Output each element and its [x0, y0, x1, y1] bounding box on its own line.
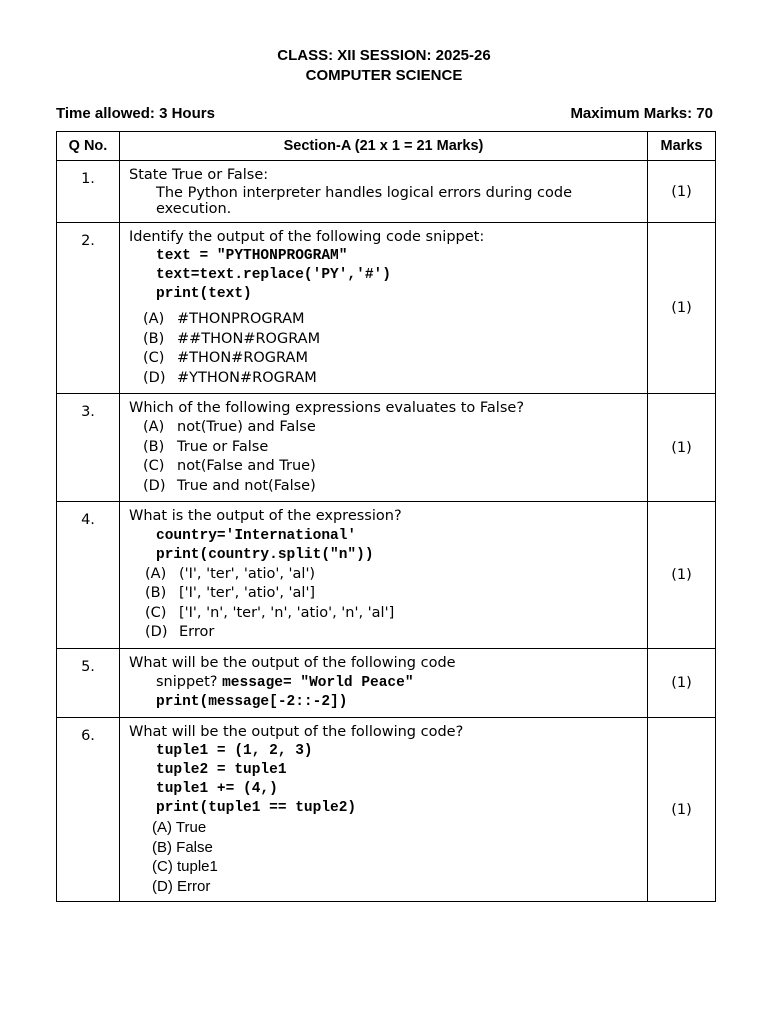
question-row	[57, 394, 716, 502]
question-row	[57, 648, 716, 717]
question-prompt: What is the output of the expression?	[129, 508, 402, 525]
option-item: (D) Error	[152, 877, 211, 895]
option-item: (B) True or False	[143, 438, 269, 455]
question-body	[120, 502, 648, 648]
option-item: (C) not(False and True)	[143, 458, 316, 475]
exam-header-class: CLASS: XII SESSION: 2025-26	[277, 47, 491, 64]
option-item: (B) False	[152, 838, 213, 856]
question-prompt: What will be the output of the following code?	[129, 724, 464, 741]
exam-header-subject: COMPUTER SCIENCE	[305, 67, 463, 84]
question-marks: (1)	[648, 223, 716, 394]
code-line: country='International'	[156, 527, 357, 544]
option-item: (A) #THONPROGRAM	[143, 311, 305, 328]
option-item: (B) ##THON#ROGRAM	[143, 330, 321, 347]
option-item: (C) ['I', 'n', 'ter', 'n', 'atio', 'n', 'al']	[145, 604, 395, 621]
code-line: print(tuple1 == tuple2)	[156, 800, 357, 817]
option-item: (D) True and not(False)	[143, 477, 316, 494]
question-row	[57, 223, 716, 394]
question-table	[56, 131, 716, 902]
question-marks: (1)	[648, 718, 716, 902]
question-prompt: Identify the output of the following code snippet:	[129, 229, 485, 245]
option-item: (D) #YTHON#ROGRAM	[143, 369, 317, 386]
column-header-qno: Q No.	[57, 132, 120, 161]
question-row	[57, 502, 716, 648]
code-line: print(text)	[156, 286, 252, 303]
maximum-marks: Maximum Marks: 70	[570, 105, 713, 122]
question-prompt: State True or False:	[129, 167, 269, 183]
option-item: (A) not(True) and False	[143, 419, 316, 436]
question-marks: (1)	[648, 394, 716, 502]
question-prompt-continued: snippet? message= "World Peace"	[156, 673, 414, 691]
question-prompt: What will be the output of the following code	[129, 654, 456, 671]
code-line: tuple2 = tuple1	[156, 762, 287, 779]
question-number: 3.	[57, 394, 120, 502]
question-body	[120, 718, 648, 902]
table-header-row	[57, 132, 716, 161]
option-item: (D) Error	[145, 624, 215, 641]
question-body	[120, 648, 648, 717]
code-line: tuple1 += (4,)	[156, 781, 278, 798]
question-marks: (1)	[648, 161, 716, 223]
code-line: print(country.split("n"))	[156, 546, 374, 563]
question-body	[120, 223, 648, 394]
option-item: (C) #THON#ROGRAM	[143, 350, 308, 367]
code-line: text=text.replace('PY','#')	[156, 267, 391, 284]
question-number: 2.	[57, 223, 120, 394]
option-item: (C) tuple1	[152, 858, 218, 876]
option-item: (A) True	[152, 819, 207, 837]
question-prompt: Which of the following expressions evaluates to False?	[129, 400, 525, 417]
question-body	[120, 394, 648, 502]
question-row	[57, 718, 716, 902]
question-number: 4.	[57, 502, 120, 648]
question-body	[120, 161, 648, 223]
column-header-section: Section-A (21 x 1 = 21 Marks)	[120, 132, 648, 161]
option-item: (B) ['I', 'ter', 'atio', 'al']	[145, 585, 316, 602]
column-header-marks: Marks	[648, 132, 716, 161]
question-marks: (1)	[648, 648, 716, 717]
code-line: text = "PYTHONPROGRAM"	[156, 248, 348, 265]
code-line: tuple1 = (1, 2, 3)	[156, 743, 313, 760]
question-number: 6.	[57, 718, 120, 902]
inline-code: message= "World Peace"	[222, 674, 414, 691]
code-line: print(message[-2::-2])	[156, 694, 348, 711]
question-marks: (1)	[648, 502, 716, 648]
question-number: 1.	[57, 161, 120, 223]
time-allowed: Time allowed: 3 Hours	[56, 105, 215, 122]
option-item: (A) ('I', 'ter', 'atio', 'al')	[145, 565, 316, 582]
question-detail: The Python interpreter handles logical errors during code execution.	[156, 185, 573, 217]
question-number: 5.	[57, 648, 120, 717]
question-row	[57, 161, 716, 223]
